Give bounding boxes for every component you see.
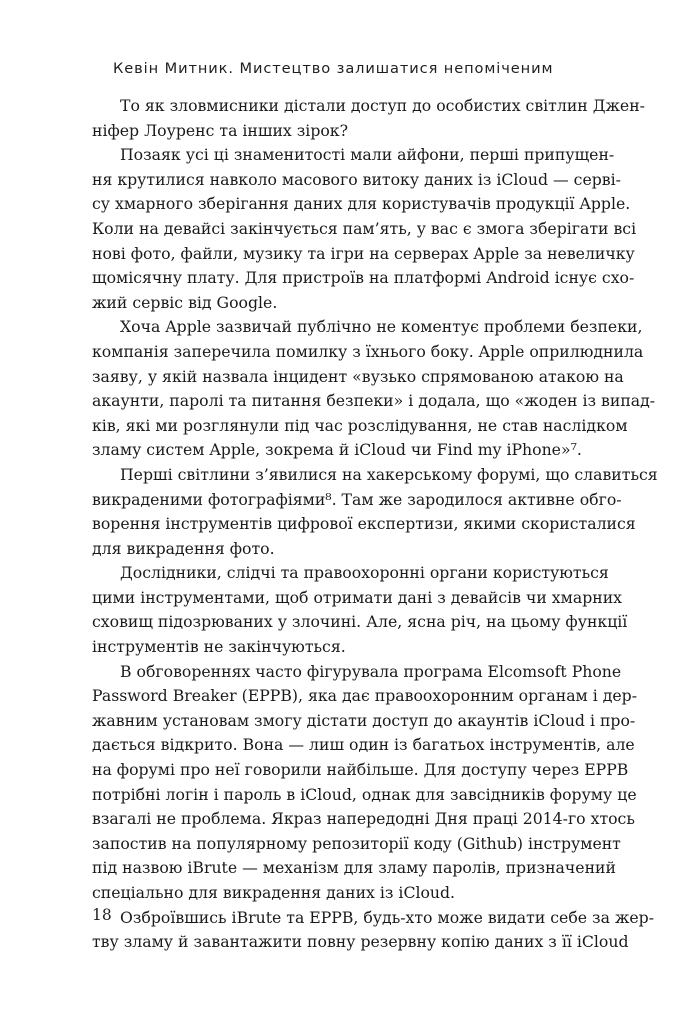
text-line: Дослідники, слідчі та правоохоронні органи користуються <box>120 563 609 583</box>
text-line: ня крутилися навколо масового витоку даних із iCloud — серві- <box>92 169 621 189</box>
text-line: В обговореннях часто фігурувала програма Elcomsoft Phone <box>120 661 622 681</box>
text-line: дається відкрито. Вона — лиш один із багатьох інструментів, але <box>92 735 635 755</box>
paragraph <box>92 463 658 561</box>
text-line: спеціально для викрадення даних із iCloud. <box>92 883 456 902</box>
text-line: на форумі про неї говорили найбільше. Для доступу через EPPB <box>92 760 629 780</box>
running-head: Кевін Митник. Мистецтво залишатися непоміченим <box>113 60 554 77</box>
paragraph <box>92 660 638 906</box>
text-line: щомісячну плату. Для пристроїв на платформі Android існує схо- <box>92 268 635 288</box>
text-line: акаунти, паролі та питання безпеки» і додала, що «жоден із випад- <box>92 391 656 411</box>
text-line: ніфер Лоуренс та інших зірок? <box>92 120 349 140</box>
text-line: Позаяк усі ці знаменитості мали айфони, перші припущен- <box>120 145 615 165</box>
text-line: заяву, у якій назвала інцидент «вузько спрямованою атакою на <box>92 366 624 386</box>
text-line: тву зламу й завантажити повну резервну копію даних з її iCloud <box>92 932 629 952</box>
text-line: ків, які ми розглянули під час розслідування, не став наслідком <box>92 415 628 435</box>
text-line: викраденими фотографіями⁸. Там же зародилося активне обго- <box>92 489 622 509</box>
paragraph <box>92 561 628 659</box>
text-line: компанія заперечила помилку з їхнього боку. Apple оприлюднила <box>92 341 644 361</box>
text-line: жий сервіс від Google. <box>92 292 278 312</box>
text-line: взагалі не проблема. Якраз напередодні Дня праці 2014-го хтось <box>92 809 635 829</box>
text-line: су хмарного зберігання даних для користувачів продукції Apple. <box>92 194 631 214</box>
text-line: для викрадення фото. <box>92 538 275 558</box>
text-line: сховищ підозрюваних у злочині. Але, ясна річ, на цьому функції <box>92 612 628 632</box>
text-line: зламу систем Apple, зокрема й iCloud чи Find my iPhone»⁷. <box>92 440 582 460</box>
paragraph <box>92 906 654 955</box>
text-line: жавним установам змогу дістати доступ до акаунтів iCloud і про- <box>92 710 636 730</box>
paragraph <box>92 315 656 463</box>
page-number: 18 <box>92 906 112 924</box>
text-line: запостив на популярному репозиторії коду (Github) інструмент <box>92 833 621 853</box>
text-line: під назвою iBrute — механізм для зламу паролів, призначений <box>92 858 616 878</box>
text-line: Хоча Apple зазвичай публічно не коментує проблеми безпеки, <box>120 317 643 337</box>
text-line: Перші світлини з’явилися на хакерському форумі, що славиться <box>120 464 658 484</box>
body-text <box>92 94 658 955</box>
text-line: нові фото, файли, музику та ігри на серверах Apple за невеличку <box>92 243 635 263</box>
text-line: цими інструментами, щоб отримати дані з девайсів чи хмарних <box>92 587 622 607</box>
paragraph <box>92 143 637 315</box>
paragraph <box>92 94 645 143</box>
text-line: Password Breaker (EPPB), яка дає правоохоронним органам і дер- <box>92 686 638 706</box>
text-line: То як зловмисники дістали доступ до особистих світлин Джен- <box>120 96 645 115</box>
text-line: інструментів не закінчуються. <box>92 637 346 657</box>
text-line: ворення інструментів цифрової експертизи, якими скористалися <box>92 514 636 534</box>
text-line: потрібні логін і пароль в iCloud, однак для завсідників форуму це <box>92 784 637 804</box>
text-line: Озброївшись iBrute та EPPB, будь-хто може видати себе за жер- <box>120 907 654 927</box>
text-line: Коли на девайсі закінчується пам’ять, у вас є змога зберігати всі <box>92 218 637 238</box>
